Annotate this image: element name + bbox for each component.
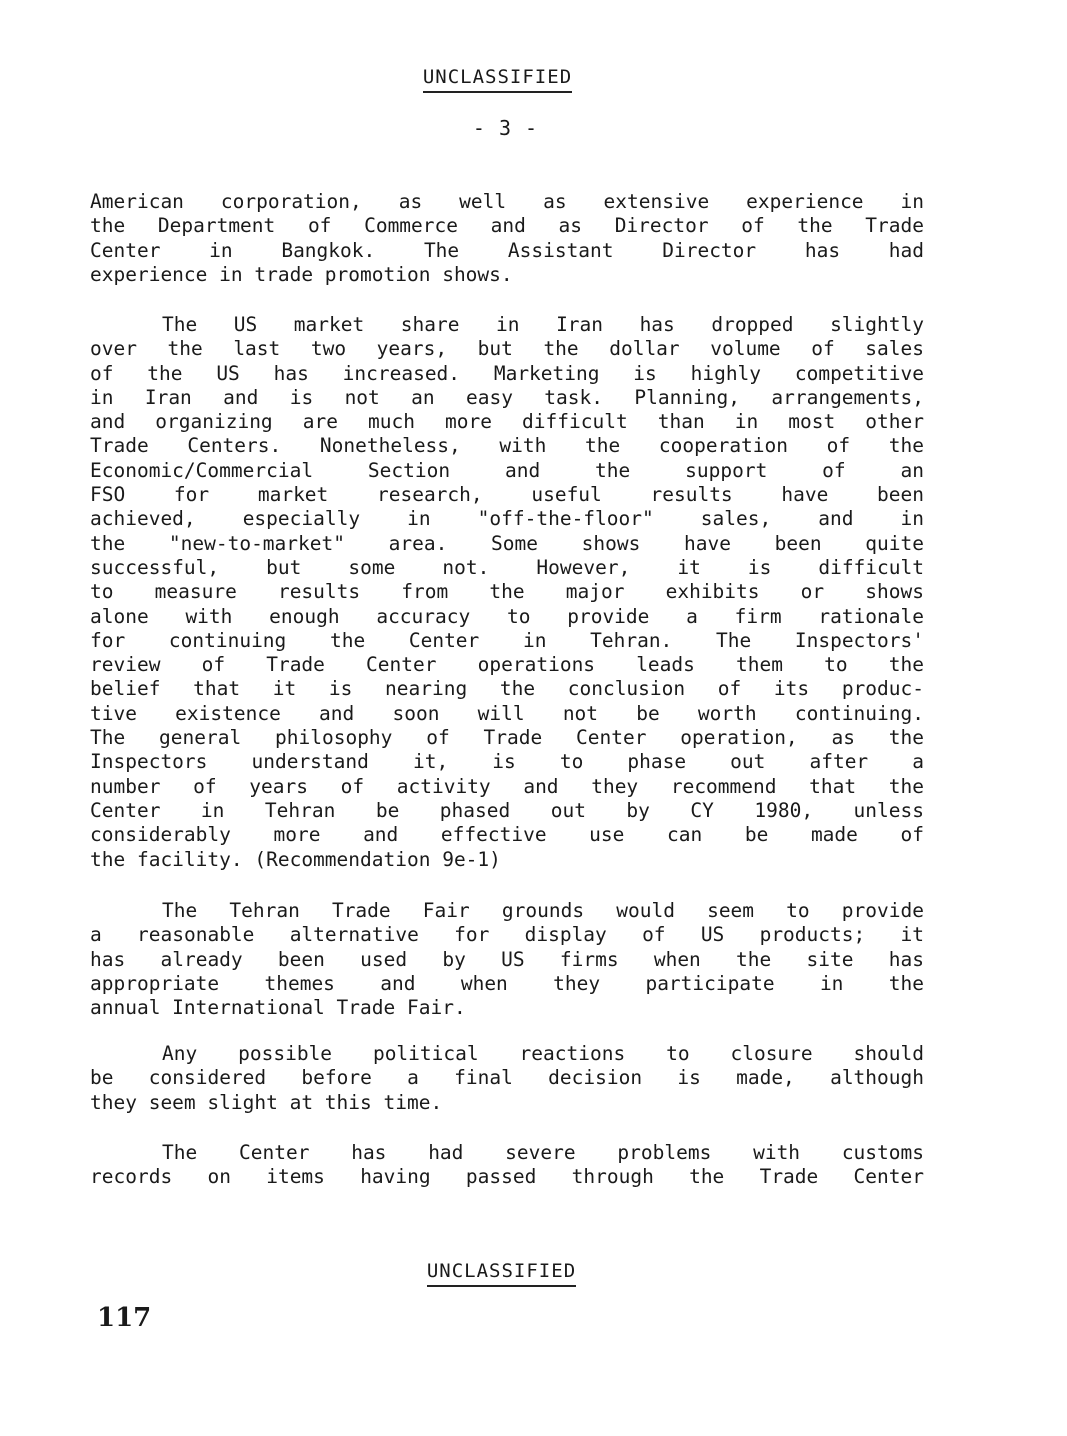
text-line: The general philosophy of Trade Center operation, as the	[90, 726, 924, 750]
bottom-classification-marking	[0, 1260, 1035, 1287]
classification-label: UNCLASSIFIED	[423, 66, 572, 93]
text-line: number of years of activity and they recommend that the	[90, 774, 924, 798]
page-number	[0, 116, 1039, 143]
text-line: The Tehran Trade Fair grounds would seem to provide	[162, 899, 924, 922]
text-line: belief that it is nearing the conclusion of its produc-	[90, 677, 924, 701]
text-line: annual International Trade Fair.	[90, 996, 466, 1020]
text-line: alone with enough accuracy to provide a firm rationale	[90, 604, 924, 628]
text-line: the facility. (Recommendation 9e-1)	[90, 847, 501, 871]
text-line: considerably more and effective use can be made of	[90, 823, 924, 847]
text-line: The US market share in Iran has dropped slightly	[162, 313, 924, 336]
text-line: Any possible political reactions to closure should	[162, 1042, 924, 1065]
text-line: tive existence and soon will not be worth continuing.	[90, 701, 924, 725]
folio-number: 117	[97, 1303, 152, 1333]
text-line: the Department of Commerce and as Director of the Trade	[90, 214, 924, 238]
text-line: American corporation, as well as extensive experience in	[90, 190, 924, 213]
classification-label: UNCLASSIFIED	[427, 1260, 576, 1287]
text-line: The Center has had severe problems with customs	[162, 1141, 924, 1164]
text-line: and organizing are much more difficult than in most other	[90, 410, 924, 434]
text-line: Center in Bangkok. The Assistant Director has had	[90, 238, 924, 262]
text-line: achieved, especially in "off-the-floor" sales, and in	[90, 507, 924, 531]
text-line: to measure results from the major exhibits or shows	[90, 580, 924, 604]
text-line: appropriate themes and when they participate in the	[90, 971, 924, 995]
paragraph-5	[90, 1141, 924, 1190]
text-line: Center in Tehran be phased out by CY 1980, unless	[90, 798, 924, 822]
text-line: FSO for market research, useful results have been	[90, 483, 924, 507]
text-line: records on items having passed through the Trade Center	[90, 1165, 924, 1189]
top-classification-marking	[0, 66, 1031, 93]
text-line: successful, but some not. However, it is difficult	[90, 555, 924, 579]
paragraph-3	[90, 899, 924, 1020]
text-line: experience in trade promotion shows.	[90, 262, 513, 286]
text-line: in Iran and is not an easy task. Planning, arrangements,	[90, 385, 924, 409]
text-line: the "new-to-market" area. Some shows have been quite	[90, 531, 924, 555]
text-line: Economic/Commercial Section and the support of an	[90, 458, 924, 482]
paragraph-2	[90, 313, 924, 872]
text-line: review of Trade Center operations leads them to the	[90, 653, 924, 677]
text-line: has already been used by US firms when the site has	[90, 947, 924, 971]
text-line: be considered before a final decision is made, although	[90, 1066, 924, 1090]
page-number-text: - 3 -	[472, 116, 539, 140]
text-line: a reasonable alternative for display of US products; it	[90, 923, 924, 947]
text-line: they seem slight at this time.	[90, 1090, 443, 1114]
text-line: over the last two years, but the dollar volume of sales	[90, 337, 924, 361]
text-line: for continuing the Center in Tehran. The Inspectors'	[90, 628, 924, 652]
text-line: of the US has increased. Marketing is highly competitive	[90, 361, 924, 385]
text-line: Inspectors understand it, is to phase out after a	[90, 750, 924, 774]
paragraph-4	[90, 1042, 924, 1115]
paragraph-1	[90, 190, 924, 287]
text-line: Trade Centers. Nonetheless, with the cooperation of the	[90, 434, 924, 458]
